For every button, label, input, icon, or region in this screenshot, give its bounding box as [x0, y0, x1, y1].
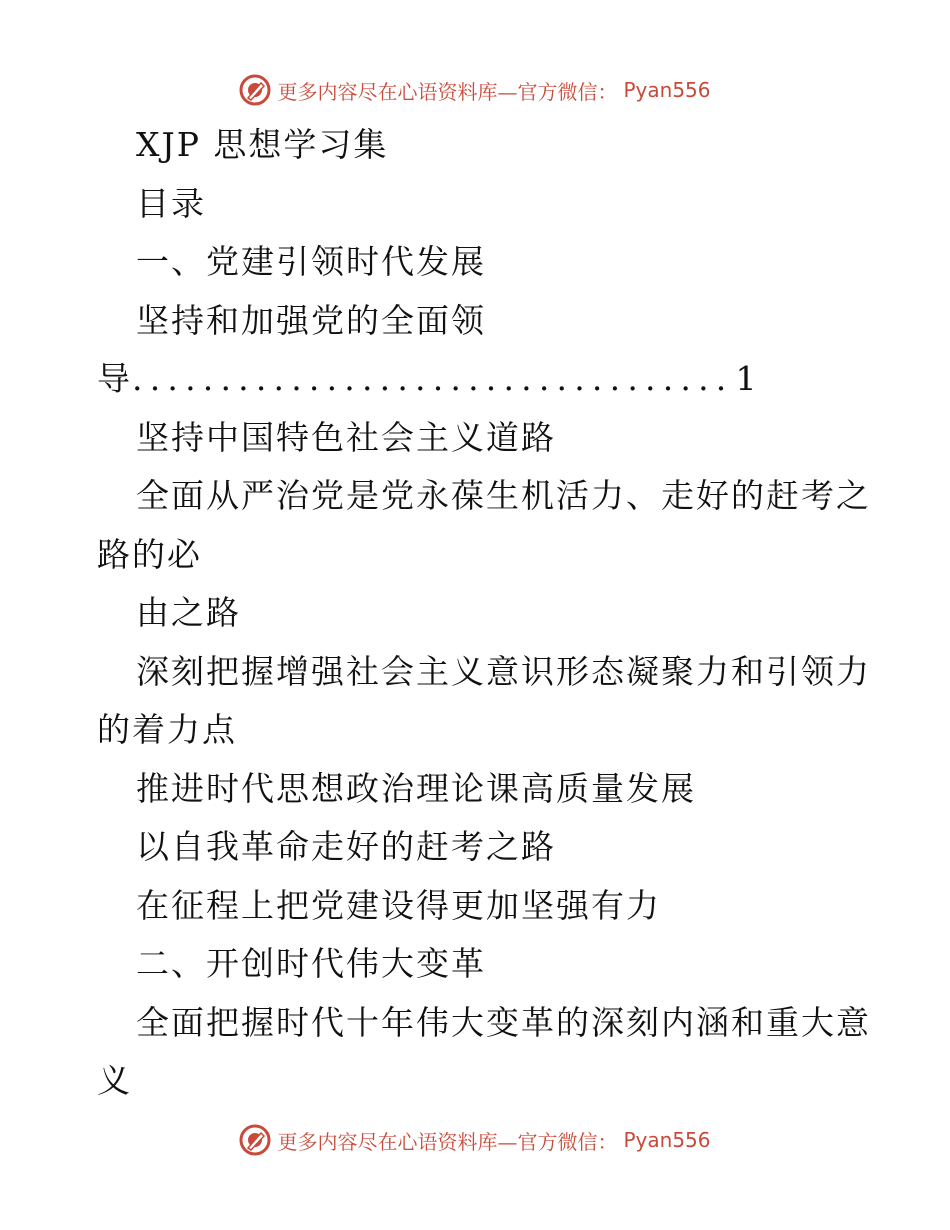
toc-item-1-tail: 导	[97, 359, 132, 398]
toc-item-2: 坚持中国特色社会主义道路	[136, 417, 556, 457]
toc-item-8-continuation: 义	[97, 1061, 132, 1100]
toc-item-5: 推进时代思想政治理论课高质量发展	[136, 768, 696, 808]
brand-logo-icon	[239, 1124, 271, 1156]
brand-logo-icon	[239, 74, 271, 106]
document-title: XJP 思想学习集	[136, 125, 389, 164]
footer-banner	[0, 1120, 950, 1160]
header-banner-text: 更多内容尽在心语资料库—官方微信：	[277, 79, 618, 104]
toc-heading: 目录	[136, 183, 206, 223]
toc-item-6: 以自我革命走好的赶考之路	[136, 827, 556, 866]
section-heading-1: 一、党建引领时代发展	[136, 242, 486, 281]
toc-item-1-continuation	[97, 350, 857, 409]
toc-page-number: 1	[735, 359, 757, 398]
toc-leader-dots: ..................................	[132, 359, 734, 398]
toc-item-3: 全面从严治党是党永葆生机活力、走好的赶考之	[136, 476, 871, 515]
footer-banner-text: 更多内容尽在心语资料库—官方微信：	[277, 1129, 618, 1154]
toc-item-8: 全面把握时代十年伟大变革的深刻内涵和重大意	[136, 1002, 871, 1042]
header-banner	[0, 70, 950, 110]
toc-item-4: 深刻把握增强社会主义意识形态凝聚力和引领力	[136, 651, 871, 691]
document-body	[97, 116, 871, 1111]
toc-item-4-continuation: 的着力点	[97, 710, 237, 749]
toc-item-3-continuation-2: 由之路	[136, 593, 241, 632]
toc-item-7: 在征程上把党建设得更加坚强有力	[136, 885, 661, 925]
footer-wechat-id: Pyan556	[623, 1128, 711, 1152]
toc-item-1: 坚持和加强党的全面领	[136, 300, 486, 340]
header-wechat-id: Pyan556	[623, 78, 711, 102]
section-heading-2: 二、开创时代伟大变革	[136, 944, 486, 983]
toc-item-3-continuation: 路的必	[97, 534, 202, 574]
